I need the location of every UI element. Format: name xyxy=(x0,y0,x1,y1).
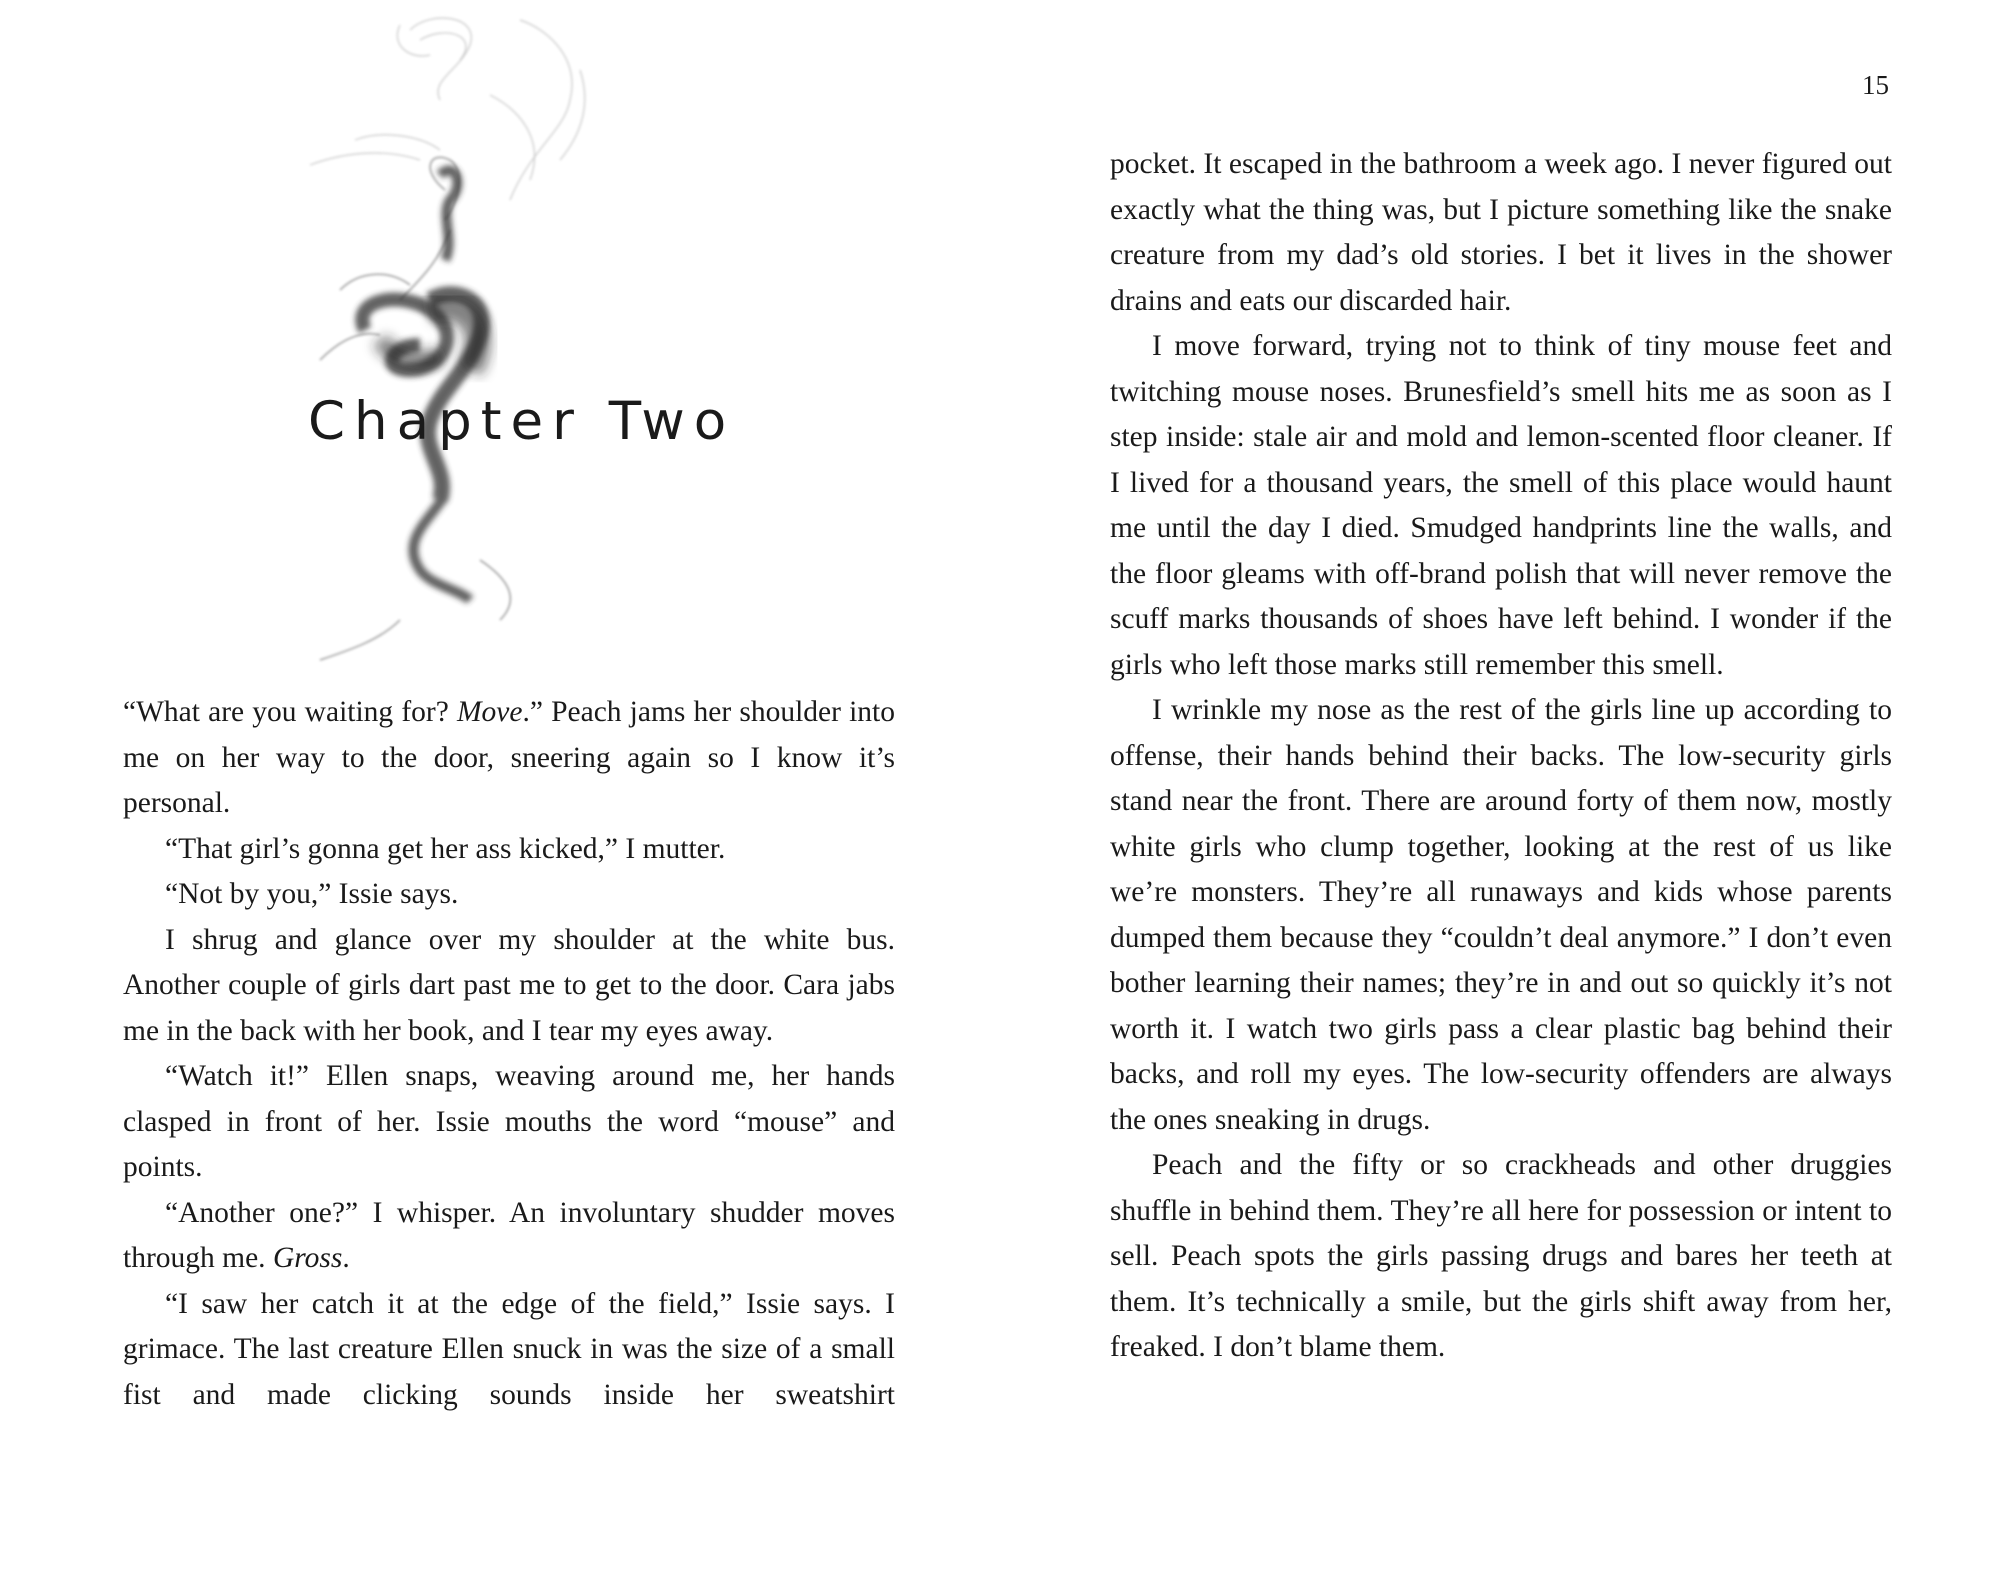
paragraph: “That girl’s gonna get her ass kicked,” I mutter. xyxy=(165,832,726,865)
paragraph xyxy=(123,1191,895,1282)
paragraph: I move forward, trying not to think of tiny mouse feet and twitching mouse noses. Brunesfield’s smell hits me as soon as I step inside: stale air and mold and lemon-scented floor cleaner. If I lived for a thousand years, the smell of this place would haunt me until the day I died. Smudged handprints line the walls, and the floor gleams with off-brand polish that will never remove the scuff marks thousands of shoes have left behind. I wonder if the girls who left those marks still remember this smell. xyxy=(1110,330,1892,681)
text-run: .” Peach jams her shoulder into me on her way to the door, sneering again so I know it’s personal. xyxy=(123,696,896,819)
paragraph: “Watch it!” Ellen snaps, weaving around me, her hands clasped in front of her. Issie mouths the word “mouse” and points. xyxy=(123,1060,895,1183)
paragraph xyxy=(123,690,895,827)
paragraph: pocket. It escaped in the bathroom a week ago. I never figured out exactly what the thing was, but I picture something like the snake creature from my dad’s old stories. I bet it lives in the shower drains and eats our discarded hair. xyxy=(1110,148,1892,317)
text-run: “What are you waiting for? xyxy=(123,696,457,728)
paragraph: I wrinkle my nose as the rest of the girls line up according to offense, their hands behind their backs. The low-security girls stand near the front. There are around forty of them now, mostly white girls who clump together, looking at the rest of us like we’re monsters. They’re all runaways and kids whose parents dumped them because they “couldn’t deal anymore.” I don’t even bother learning their names; they’re in and out so quickly it’s not worth it. I watch two girls pass a clear plastic bag behind their backs, and roll my eyes. The low-security offenders are always the ones sneaking in drugs. xyxy=(1110,694,1892,1136)
text-run: . xyxy=(342,1242,350,1274)
smoke-swirl-illustration xyxy=(280,0,800,680)
paragraph: “I saw her catch it at the edge of the field,” Issie says. I grimace. The last creature Ellen snuck in was the size of a small fist and made clicking sounds inside her sweatshirt xyxy=(123,1287,895,1411)
paragraph: Peach and the fifty or so crackheads and other druggies shuffle in behind them. They’re all here for possession or intent to sell. Peach spots the girls passing drugs and bares her teeth at them. It’s technically a smile, but the girls shift away from her, freaked. I don’t blame them. xyxy=(1110,1149,1892,1363)
page-number: 15 xyxy=(1862,70,1889,100)
chapter-title: Chapter Two xyxy=(308,391,736,452)
paragraph: I shrug and glance over my shoulder at the white bus. Another couple of girls dart past me to get to the door. Cara jabs me in the back with her book, and I tear my eyes away. xyxy=(123,923,895,1047)
text-run: “Another one?” I whisper. An involuntary shudder moves through me. xyxy=(123,1196,895,1274)
right-page xyxy=(1000,0,2000,1571)
emphasis: Move xyxy=(456,696,523,728)
emphasis: Gross xyxy=(272,1242,343,1274)
right-page-body xyxy=(1110,142,1892,1371)
left-page-body xyxy=(123,690,895,1418)
paragraph: “Not by you,” Issie says. xyxy=(165,878,459,910)
